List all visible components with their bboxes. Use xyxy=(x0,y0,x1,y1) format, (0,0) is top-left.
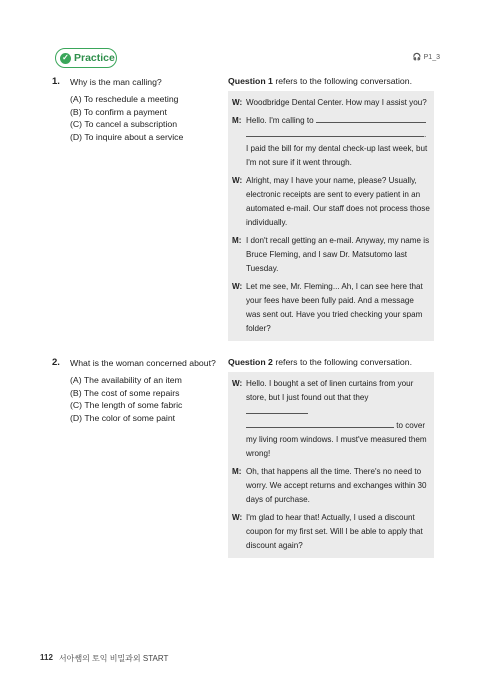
question-1 xyxy=(52,76,222,143)
conversation-1 xyxy=(228,76,434,341)
option-d[interactable]: (D) To inquire about a service xyxy=(70,131,184,142)
turn: W: Let me see, Mr. Fleming... Ah, I can see here that your fees have been fully paid. And a message was sent out. Have you tried checking your spam folder? xyxy=(232,282,423,333)
headphones-icon: 🎧 xyxy=(412,54,422,61)
question-2 xyxy=(52,357,222,424)
question-number: 1. xyxy=(52,76,60,87)
practice-label: Practice xyxy=(74,52,115,64)
fill-blank[interactable] xyxy=(246,405,308,414)
book-title: 서아쌤의 토익 비밀과외 START xyxy=(58,654,169,663)
page-footer xyxy=(40,653,168,664)
conversation-box xyxy=(228,91,434,341)
fill-blank[interactable] xyxy=(246,419,394,428)
question-text: What is the woman concerned about? xyxy=(70,358,216,368)
track-label: P1_3 xyxy=(423,53,440,61)
option-d[interactable]: (D) The color of some paint xyxy=(70,412,176,423)
turn: M: Hello. I'm calling to . I paid the bill for my dental check-up last week, but I'm not sure if it went through. xyxy=(232,116,428,167)
conversation-title: Question 2 refers to the following conversation. xyxy=(228,357,412,367)
audio-track[interactable] xyxy=(413,53,440,61)
practice-badge xyxy=(55,48,117,68)
option-b[interactable]: (B) To confirm a payment xyxy=(70,106,167,117)
question-text: Why is the man calling? xyxy=(70,77,162,87)
turn: W: Alright, may I have your name, please? Usually, electronic receipts are sent to every patient in an automated e-mail. Our staff does not process those individually. xyxy=(232,176,430,227)
turn: W: Hello. I bought a set of linen curtains from your store, but I just found out that they to cover my living room windows. I must've measured them wrong! xyxy=(232,379,427,458)
option-b[interactable]: (B) The cost of some repairs xyxy=(70,387,180,398)
turn: M: I don't recall getting an e-mail. Anyway, my name is Bruce Fleming, and I saw Dr. Matsutomo last Tuesday. xyxy=(232,236,430,273)
option-c[interactable]: (C) To cancel a subscription xyxy=(70,119,178,129)
conversation-title: Question 1 refers to the following conversation. xyxy=(228,76,412,86)
check-circle-icon: ✓ xyxy=(60,53,71,64)
fill-blank[interactable] xyxy=(316,114,426,123)
question-number: 2. xyxy=(52,357,60,368)
answer-options xyxy=(70,374,222,424)
conversation-2 xyxy=(228,357,434,558)
option-a[interactable]: (A) To reschedule a meeting xyxy=(70,94,179,104)
turn: W: Woodbridge Dental Center. How may I assist you? xyxy=(232,98,427,107)
turn: W: I'm glad to hear that! Actually, I used a discount coupon for my first set. Will I be able to apply that discount again? xyxy=(232,513,423,550)
fill-blank[interactable] xyxy=(246,128,424,137)
option-c[interactable]: (C) The length of some fabric xyxy=(70,400,183,410)
option-a[interactable]: (A) The availability of an item xyxy=(70,375,182,385)
answer-options xyxy=(70,93,222,143)
turn: M: Oh, that happens all the time. There's no need to worry. We accept returns and exchanges within 30 days of purchase. xyxy=(232,467,427,504)
page-number: 112 xyxy=(40,653,53,662)
conversation-box xyxy=(228,372,434,558)
